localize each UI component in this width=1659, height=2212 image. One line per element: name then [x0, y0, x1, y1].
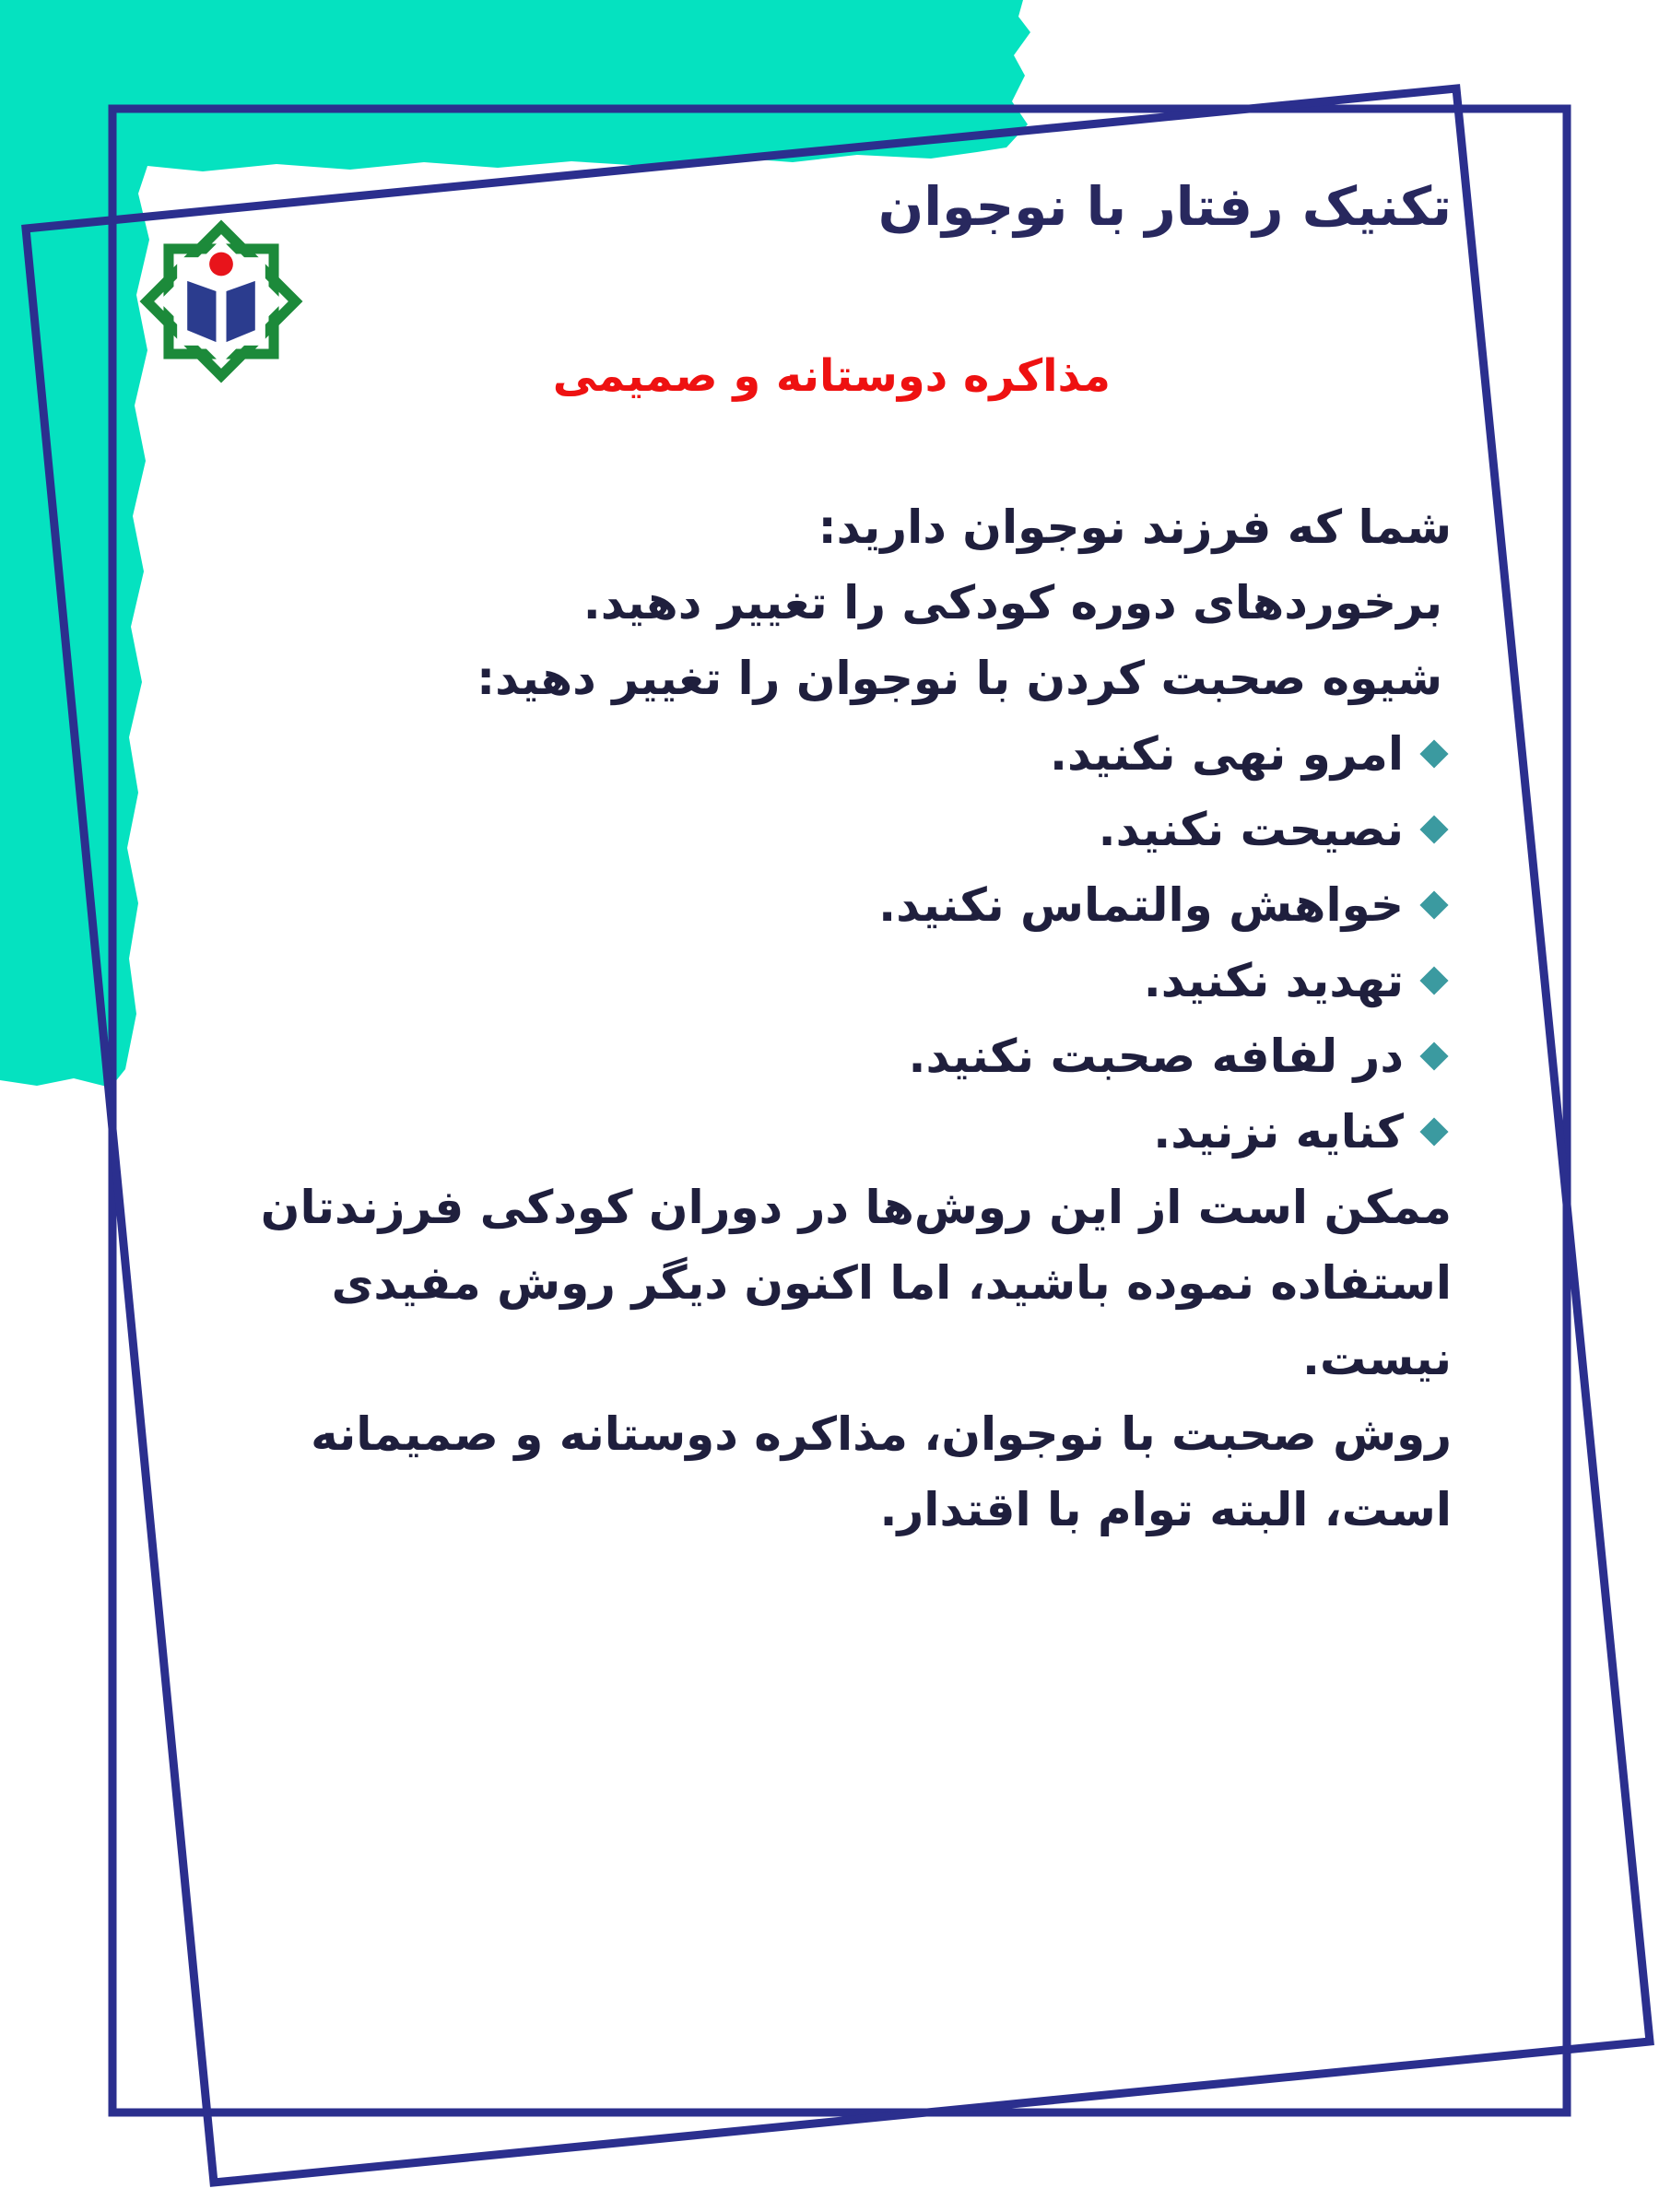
list-item	[194, 1018, 1452, 1094]
list-item	[194, 716, 1452, 792]
list-item	[194, 792, 1452, 867]
intro-line: شما که فرزند نوجوان دارید:	[818, 500, 1452, 554]
body-text	[194, 489, 1452, 1547]
diamond-bullet-icon	[1419, 1117, 1448, 1146]
diamond-bullet-icon	[1419, 890, 1448, 919]
list-item-text: کنایه نزنید.	[1153, 1104, 1404, 1159]
body-line-1: برخوردهای دوره کودکی را تغییر دهید.	[582, 575, 1442, 629]
diamond-bullet-icon	[1419, 739, 1448, 768]
list-item-text: در لفافه صحبت نکنید.	[908, 1029, 1404, 1083]
paragraph-1: ممکن است از این روش‌ها در دوران کودکی فرزندتان استفاده نموده باشید، اما اکنون دیگر روش مفیدی نیست.	[260, 1180, 1452, 1385]
paragraph-2: روش صحبت با نوجوان، مذاکره دوستانه و صمیمانه است، البته توام با اقتدار.	[311, 1406, 1452, 1536]
list-item-text: نصیحت نکنید.	[1098, 802, 1404, 856]
content	[194, 175, 1452, 1547]
diamond-bullet-icon	[1419, 1041, 1448, 1070]
list-item-text: خواهش والتماس نکنید.	[878, 877, 1404, 932]
list-item-text: تهدید نکنید.	[1143, 953, 1404, 1007]
list-item	[194, 1094, 1452, 1170]
list-item	[194, 867, 1452, 943]
body-line-2: شیوه صحبت کردن با نوجوان را تغییر دهید:	[477, 651, 1442, 705]
diamond-bullet-icon	[1419, 966, 1448, 994]
list-item-text: امرو نهی نکنید.	[1049, 726, 1404, 781]
bullet-list	[194, 716, 1452, 1170]
page-subtitle: مذاکره دوستانه و صمیمی	[552, 349, 1111, 402]
list-item	[194, 943, 1452, 1018]
diamond-bullet-icon	[1419, 815, 1448, 843]
page-title: تکنیک رفتار با نوجوان	[877, 175, 1452, 238]
